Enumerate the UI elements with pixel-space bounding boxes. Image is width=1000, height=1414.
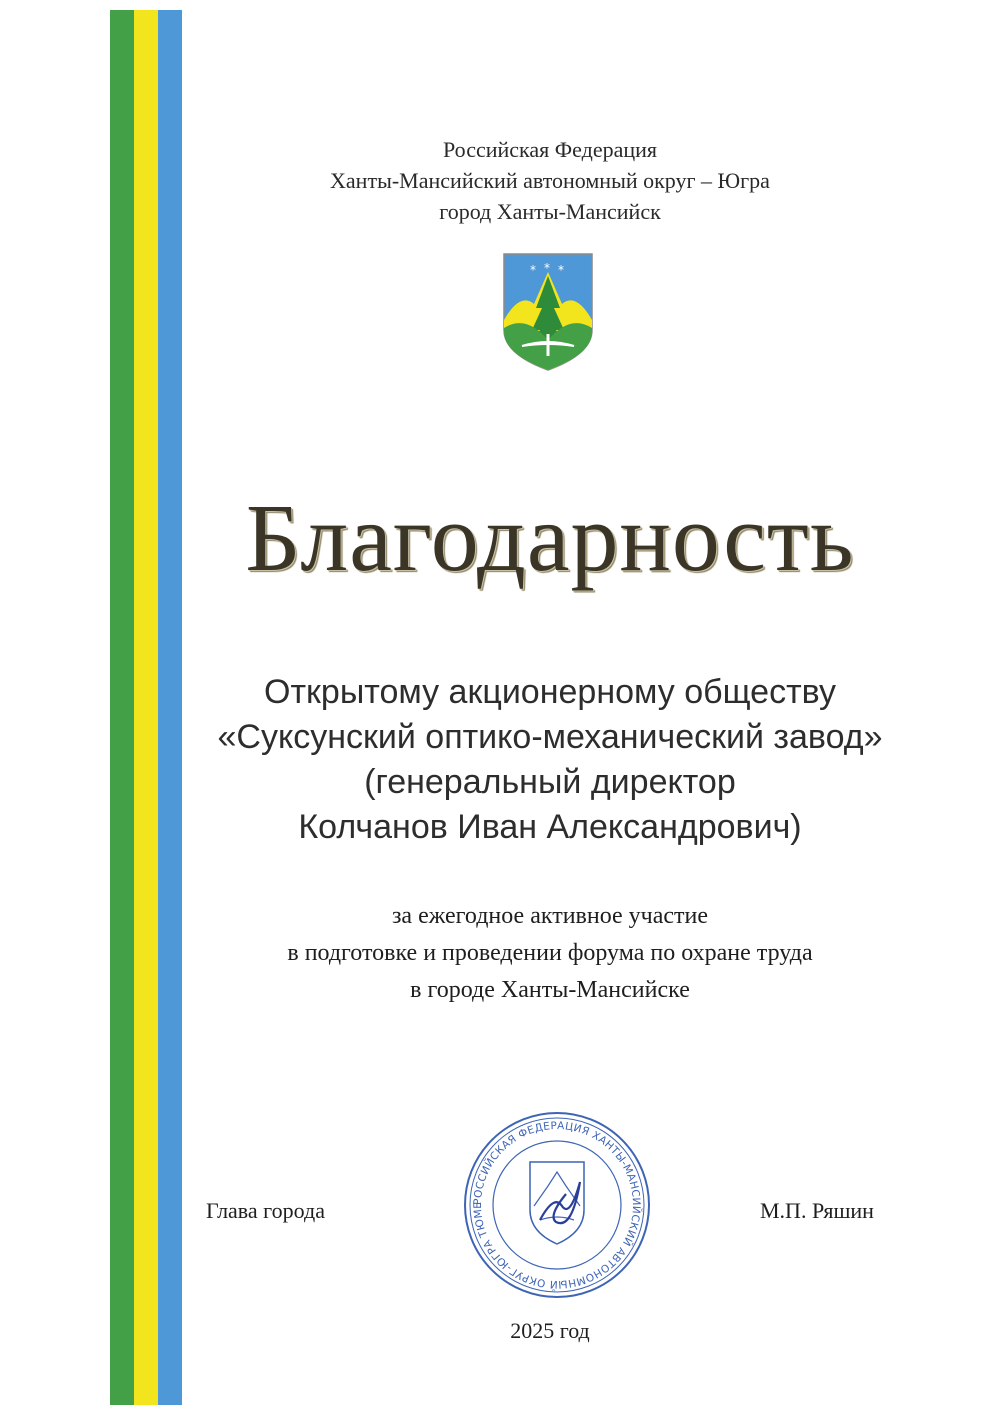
reason-block bbox=[200, 898, 900, 1009]
recipient-line-3: (генеральный директор bbox=[364, 763, 736, 801]
reason-line-1: за ежегодное активное участие bbox=[391, 903, 709, 929]
recipient-line-1: Открытому акционерному обществу bbox=[264, 673, 836, 711]
blue-stripe bbox=[158, 10, 182, 1405]
seal-text: РОССИЙСКАЯ ФЕДЕРАЦИЯ ХАНТЫ-МАНСИЙСКИЙ АВТОНОМНЫЙ ОКРУГ-ЮГРА ТЮМЕ bbox=[471, 1119, 643, 1291]
recipient-line-4: Колчанов Иван Александрович) bbox=[298, 808, 802, 846]
recipient-block bbox=[200, 670, 900, 850]
yellow-stripe bbox=[134, 10, 158, 1405]
header-city: город Ханты-Мансийск bbox=[439, 199, 661, 224]
reason-line-3: в городе Ханты-Мансийске bbox=[410, 977, 690, 1003]
header-country: Российская Федерация bbox=[442, 137, 658, 162]
reason-line-2: в подготовке и проведении форума по охране труда bbox=[287, 940, 813, 966]
issue-year: 2025 год bbox=[510, 1318, 590, 1343]
official-seal bbox=[462, 1110, 652, 1300]
green-stripe bbox=[110, 10, 134, 1405]
issuer-header bbox=[200, 134, 900, 227]
document-title: Благодарность bbox=[245, 484, 855, 591]
signer-position: Глава города bbox=[206, 1198, 325, 1223]
svg-text:*: * bbox=[558, 263, 564, 277]
flag-stripes bbox=[110, 10, 182, 1405]
city-coat-of-arms-icon bbox=[500, 250, 596, 374]
recipient-line-2: «Суксунский оптико-механический завод» bbox=[217, 718, 883, 756]
svg-text:*: * bbox=[530, 263, 536, 277]
svg-text:*: * bbox=[544, 261, 550, 275]
header-region: Ханты-Мансийский автономный округ – Югра bbox=[330, 168, 770, 193]
signer-name: М.П. Ряшин bbox=[760, 1198, 874, 1223]
svg-text:РОССИЙСКАЯ ФЕДЕРАЦИЯ ХАНТЫ-МАН bbox=[462, 1110, 643, 1291]
